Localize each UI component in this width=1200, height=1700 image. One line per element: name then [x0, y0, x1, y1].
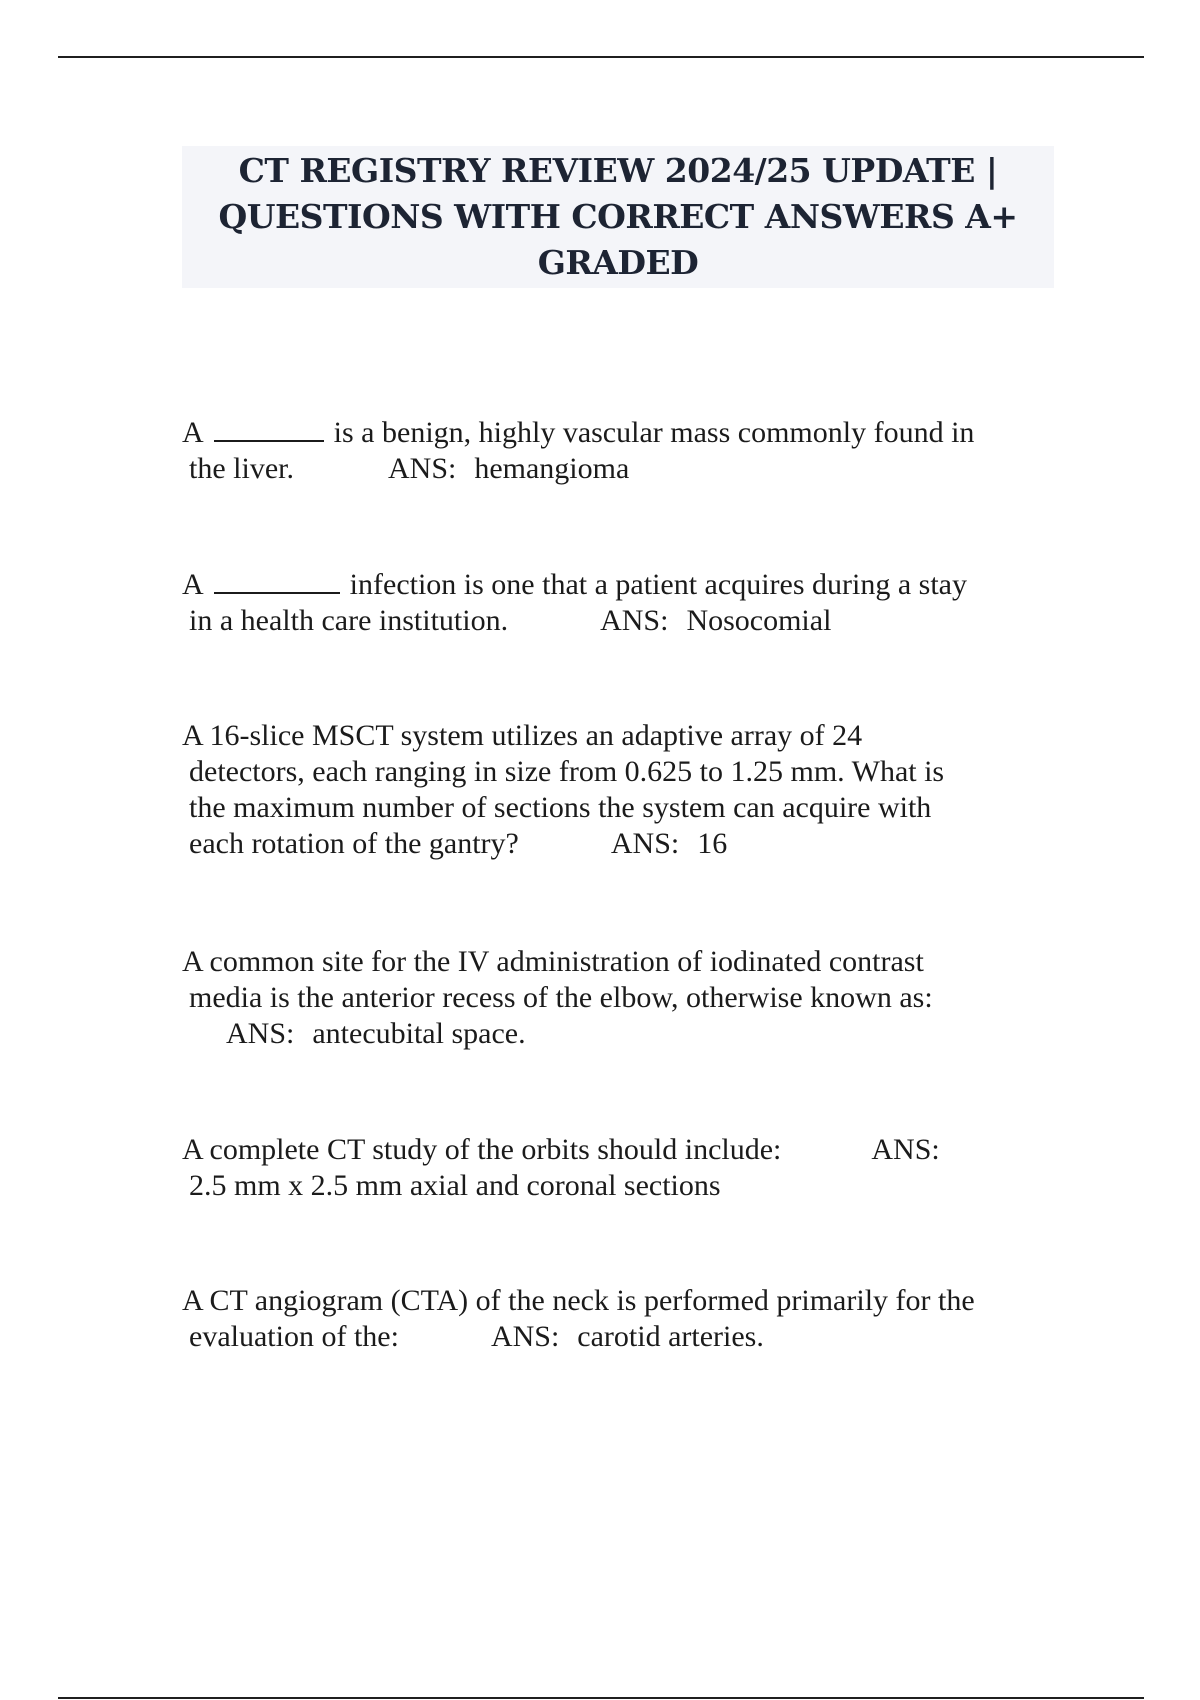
answer-label: ANS:: [387, 452, 457, 485]
answer-label: ANS:: [600, 604, 669, 637]
answer-label: ANS:: [226, 1017, 295, 1050]
answer-label: ANS:: [871, 1133, 940, 1166]
title-banner: [182, 146, 1054, 288]
question-item: [182, 718, 1062, 862]
question-line: detectors, each ranging in size from 0.625 to 1.25 mm. What is: [189, 755, 945, 788]
question-line: A infection is one that a patient acquires during a stay: [182, 568, 967, 601]
question-line: A complete CT study of the orbits should include: ANS:: [182, 1133, 940, 1166]
fill-blank: [214, 414, 324, 442]
question-line: each rotation of the gantry? ANS: 16: [189, 827, 728, 860]
answer-text: 2.5 mm x 2.5 mm axial and coronal sections: [189, 1169, 721, 1202]
answer-label: ANS:: [490, 1320, 560, 1353]
answer-text: carotid arteries.: [577, 1320, 764, 1353]
question-item: [182, 944, 1062, 1052]
question-line: A common site for the IV administration of iodinated contrast: [182, 945, 924, 978]
bottom-rule: [58, 1697, 1144, 1699]
answer-text: Nosocomial: [686, 604, 832, 637]
question-line: evaluation of the: ANS: carotid arteries.: [189, 1320, 764, 1353]
question-item: [182, 566, 1062, 639]
question-item: [182, 1283, 1062, 1355]
answer-text: 16: [697, 827, 728, 860]
question-line: the maximum number of sections the system can acquire with: [189, 791, 932, 824]
fill-blank: [214, 566, 340, 594]
question-line: A CT angiogram (CTA) of the neck is performed primarily for the: [182, 1284, 975, 1317]
question-line: A is a benign, highly vascular mass commonly found in: [182, 416, 975, 449]
question-item: [182, 1132, 1062, 1204]
question-line: [182, 1016, 1062, 1052]
answer-text: antecubital space.: [312, 1017, 526, 1050]
document-title: CT REGISTRY REVIEW 2024/25 UPDATE | QUESTIONS WITH CORRECT ANSWERS A+ GRADED: [218, 151, 1018, 282]
top-rule: [58, 56, 1144, 58]
answer-text: hemangioma: [474, 452, 630, 485]
question-line: in a health care institution. ANS: Nosocomial: [189, 604, 832, 637]
question-line: A 16-slice MSCT system utilizes an adaptive array of 24: [182, 719, 863, 752]
question-item: [182, 414, 1062, 487]
question-line: media is the anterior recess of the elbow, otherwise known as:: [189, 981, 933, 1014]
question-line: the liver. ANS: hemangioma: [189, 452, 630, 485]
answer-label: ANS:: [610, 827, 680, 860]
